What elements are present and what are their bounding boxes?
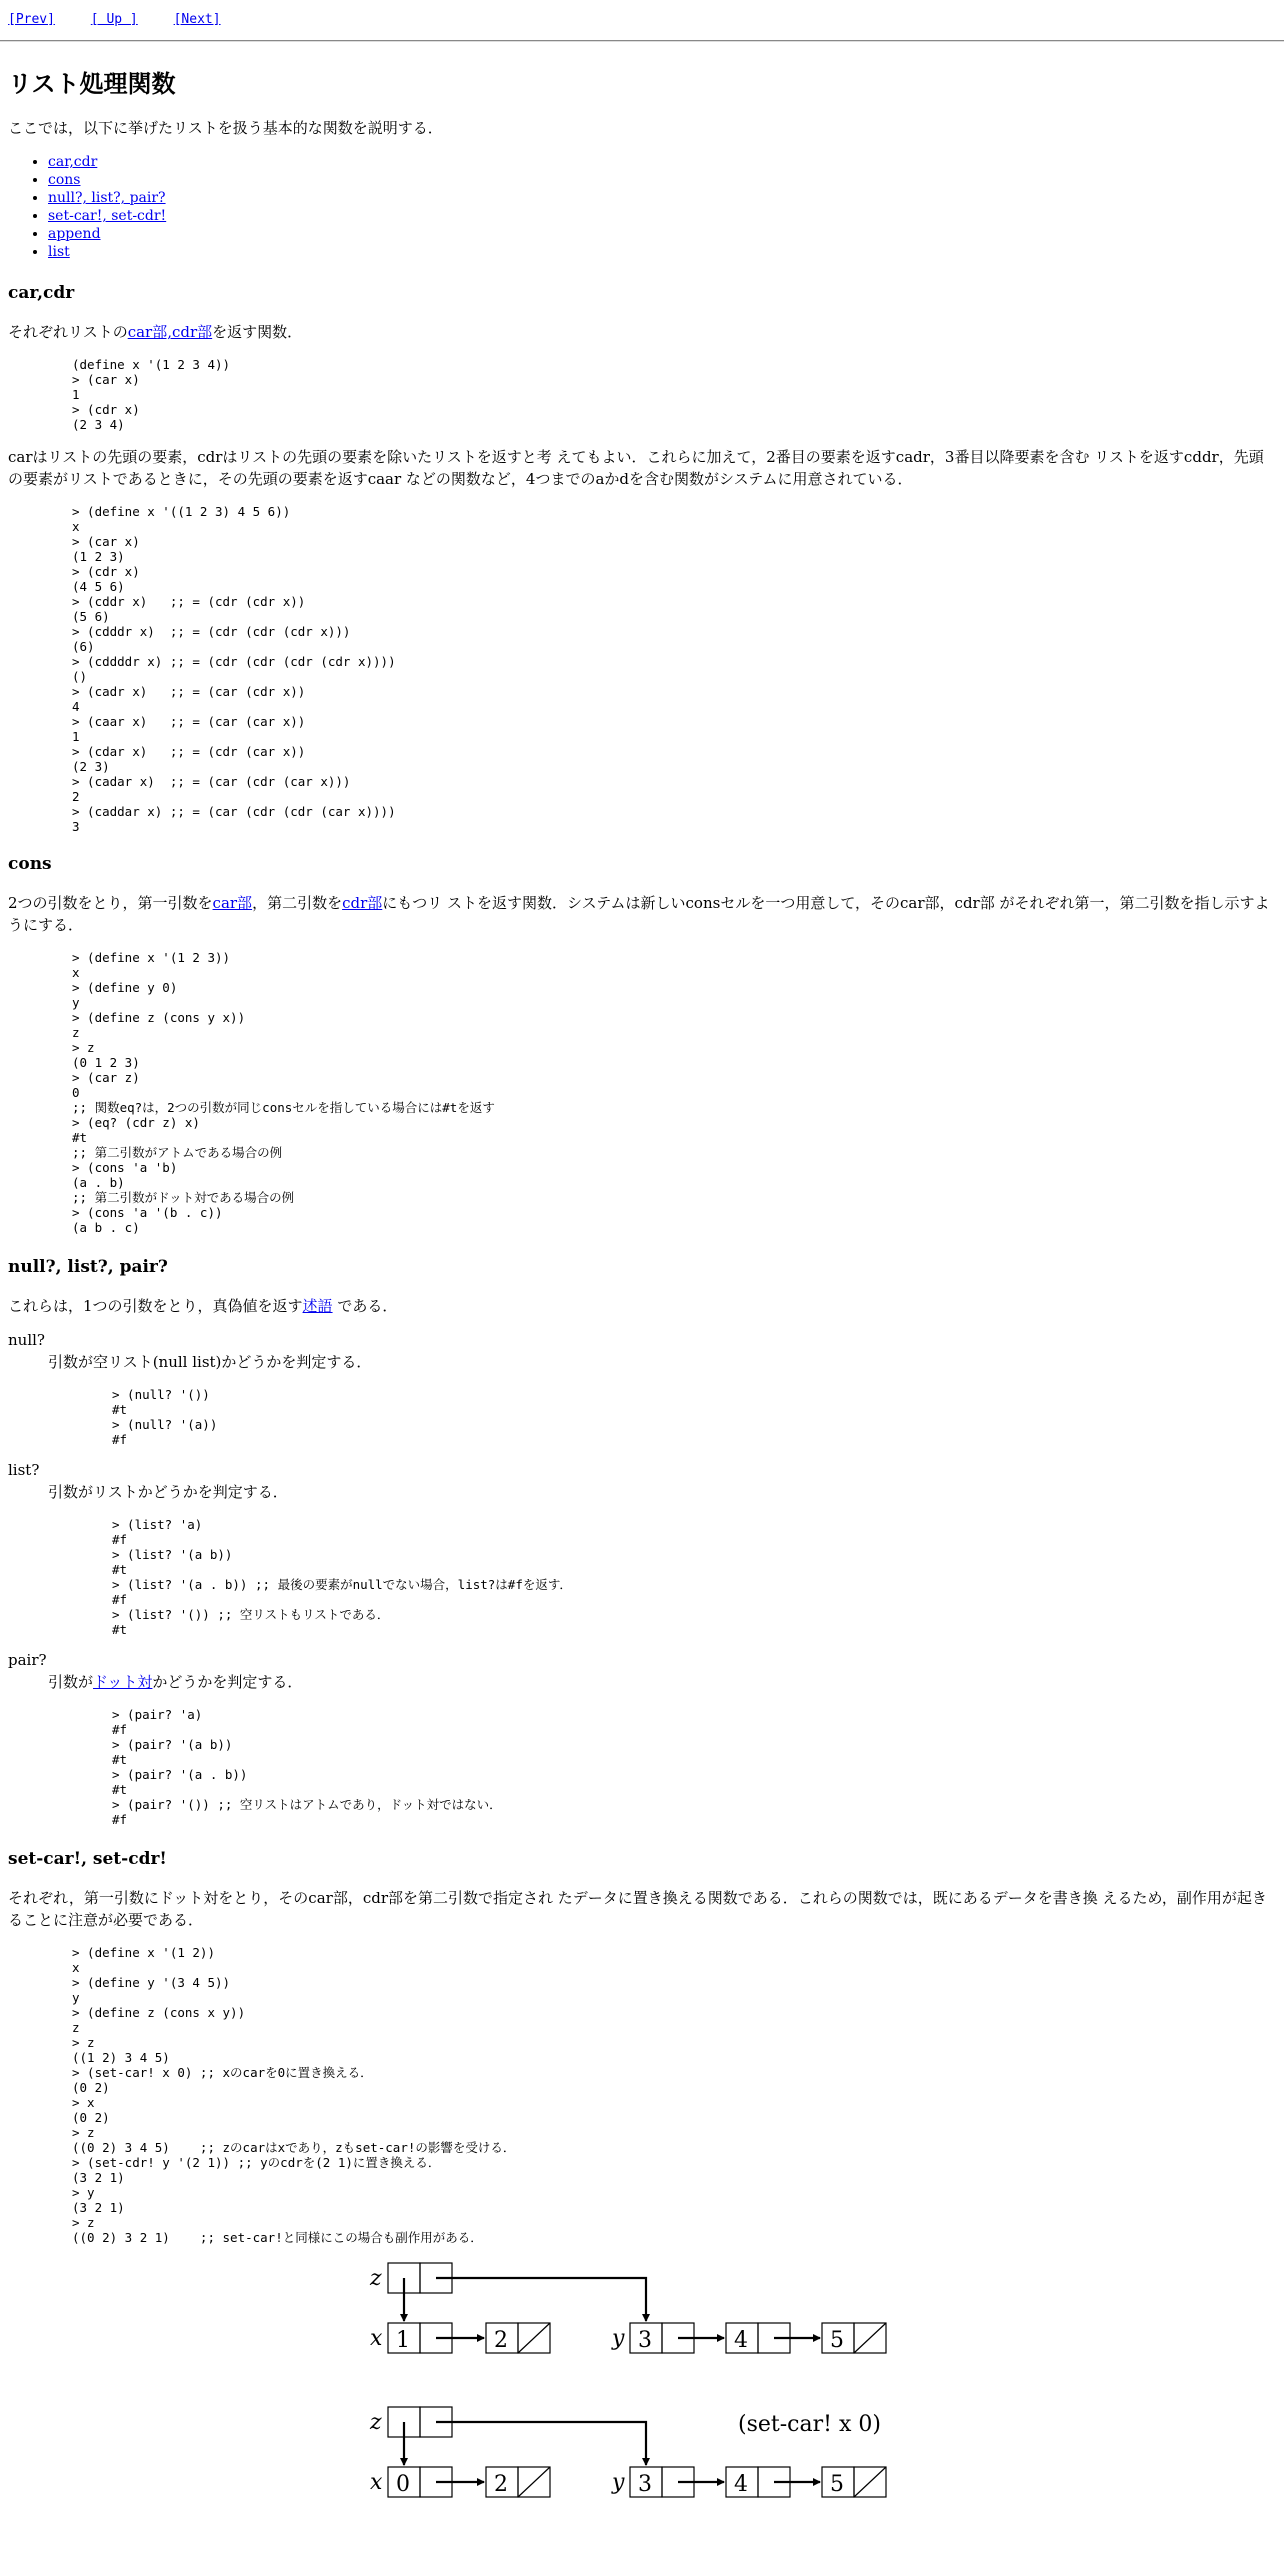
toc-link-append[interactable]: append <box>48 226 101 242</box>
term-null: null? <box>8 1331 45 1349</box>
def-pair <box>48 1671 1276 1827</box>
section-heading-setcar: set-car!, set-cdr! <box>8 1849 167 1869</box>
code-block-cons: > (define x '(1 2 3)) x > (define y 0) y > (define z (cons y x)) z > z (0 1 2 3) > (car z) 0 ;; 関数eq?は，2つの引数が同じconsセルを指している場合には#tを返す > (eq? (cdr z) x) #t ;; 第二引数がアトムである場合の例 > (cons 'a 'b) (a . b) ;; 第二引数がドット対である場合の例 > (cons 'a '(b . c)) (a b . c) <box>72 950 495 1235</box>
cell-value: 3 <box>638 2472 652 2497</box>
toc-item <box>48 153 1276 171</box>
code-block-carcdr-1: (define x '(1 2 3 4)) > (car x) 1 > (cdr x) (2 3 4) <box>72 357 231 432</box>
up-link[interactable]: [ Up ] <box>90 12 138 27</box>
toc-item <box>48 207 1276 225</box>
label-x: x <box>370 2470 383 2495</box>
list-desc: 引数がリストかどうかを判定する． <box>48 1483 288 1501</box>
text-span: 引数が <box>48 1673 94 1691</box>
diagram-before <box>388 2263 886 2353</box>
label-y: y <box>612 2326 625 2351</box>
code-block-list: > (list? 'a) #f > (list? '(a b)) #t > (list? '(a . b)) ;; 最後の要素がnullでない場合，list?は#fを返す． #f > (list? '()) ;; 空リストもリストである． #t <box>112 1517 572 1637</box>
text-span: にもつリ ストを返す関数．システムは新しいconsセルを一つ用意して，そのcar部，cdr部 がそれぞれ第一，第二引数を指し示すようにする． <box>8 894 1270 934</box>
cell-value: 1 <box>396 2328 410 2353</box>
text-span: 2つの引数をとり，第一引数を <box>8 894 213 912</box>
cell-value: 5 <box>830 2472 844 2497</box>
nav-bar <box>8 12 249 27</box>
car-part-link[interactable]: car部 <box>212 894 253 912</box>
carcdr-explanation: carはリストの先頭の要素，cdrはリストの先頭の要素を除いたリストを返すと考 えてもよい．これらに加えて，2番目の要素を返すcadr，3番目以降要素を含む リストを返すcddr，先頭の要素がリストであるときに，その先頭の要素を返すcaar などの関数など，4つまでのaかdを含む関数がシステムに用意されている． <box>8 448 1264 488</box>
intro-text: ここでは，以下に挙げたリストを扱う基本的な関数を説明する． <box>8 119 443 137</box>
def-list <box>48 1481 1276 1637</box>
dotted-pair-link[interactable]: ドット対 <box>93 1673 153 1691</box>
cell-value: 5 <box>830 2328 844 2353</box>
toc-link-carcdr[interactable]: car,cdr <box>48 154 98 170</box>
term-list: list? <box>8 1461 40 1479</box>
car-cdr-part-link[interactable]: car部,cdr部 <box>127 323 213 341</box>
toc-item <box>48 171 1276 189</box>
cell-value: 4 <box>734 2472 748 2497</box>
predicate-list <box>8 1331 1276 1827</box>
diagram-caption: (set-car! x 0) <box>738 2412 881 2437</box>
toc-link-cons[interactable]: cons <box>48 172 81 188</box>
code-block-pair: > (pair? 'a) #f > (pair? '(a b)) #t > (pair? '(a . b)) #t > (pair? '()) ;; 空リストはアトムであり，ドット対ではない． #f <box>112 1707 502 1827</box>
cell-value: 2 <box>494 2472 508 2497</box>
null-desc: 引数が空リスト(null list)かどうかを判定する． <box>48 1353 372 1371</box>
code-block-null: > (null? '()) #t > (null? '(a)) #f <box>112 1387 218 1447</box>
toc-link-setcar[interactable]: set-car!, set-cdr! <box>48 208 167 224</box>
term-pair: pair? <box>8 1651 47 1669</box>
prev-link[interactable]: [Prev] <box>8 12 55 27</box>
predicates-desc <box>8 1295 1276 1317</box>
text-span: それぞれリストの <box>8 323 128 341</box>
section-heading-predicates: null?, list?, pair? <box>8 1257 168 1277</box>
text-span: である． <box>332 1297 398 1315</box>
text-span: かどうかを判定する． <box>152 1673 303 1691</box>
main-content <box>8 60 1276 2529</box>
toc-list <box>8 153 1276 261</box>
label-x: x <box>370 2326 383 2351</box>
cell-value: 4 <box>734 2328 748 2353</box>
label-z: z <box>370 2410 382 2435</box>
def-null <box>48 1351 1276 1447</box>
cell-value: 2 <box>494 2328 508 2353</box>
toc-link-predicates[interactable]: null?, list?, pair? <box>48 190 166 206</box>
top-divider <box>0 40 1284 42</box>
cdr-part-link[interactable]: cdr部 <box>342 894 383 912</box>
page-title: リスト処理関数 <box>8 69 176 98</box>
cell-value: 0 <box>396 2472 410 2497</box>
text-span: これらは，1つの引数をとり，真偽値を返す <box>8 1297 303 1315</box>
toc-link-list[interactable]: list <box>48 244 70 260</box>
setcar-desc: それぞれ，第一引数にドット対をとり，そのcar部，cdr部を第二引数で指定され たデータに置き換える関数である．これらの関数では，既にあるデータを書き換 えるため，副作用が起きることに注意が必要である． <box>8 1889 1267 1929</box>
text-span: ，第二引数を <box>252 894 343 912</box>
toc-item <box>48 189 1276 207</box>
label-z: z <box>370 2266 382 2291</box>
label-y: y <box>612 2470 625 2495</box>
toc-item <box>48 243 1276 261</box>
next-link[interactable]: [Next] <box>173 12 221 27</box>
section-heading-cons: cons <box>8 854 52 874</box>
toc-item <box>48 225 1276 243</box>
code-block-carcdr-2: > (define x '((1 2 3) 4 5 6)) x > (car x) (1 2 3) > (cdr x) (4 5 6) > (cddr x) ;; = (cdr (cdr x)) (5 6) > (cdddr x) ;; = (cdr (cdr (cdr x))) (6) > (cddddr x) ;; = (cdr (cdr (cdr (cdr x)))) () > (cadr x) ;; = (car (cdr x)) 4 > (caar x) ;; = (car (car x)) 1 > (cdar x) ;; = (cdr (car x)) (2 3) > (cadar x) ;; = (car (cdr (car x))) 2 > (caddar x) ;; = (car (cdr (cdr (car x)))) 3 <box>72 504 396 834</box>
predicate-link[interactable]: 述語 <box>302 1297 333 1315</box>
code-block-setcar: > (define x '(1 2)) x > (define y '(3 4 5)) y > (define z (cons x y)) z > z ((1 2) 3 4 5) > (set-car! x 0) ;; xのcarを0に置き換える． (0 2) > x (0 2) > z ((0 2) 3 4 5) ;; zのcarはxであり，zもset-car!の影響を受ける． > (set-cdr! y '(2 1)) ;; yのcdrを(2 1)に置き換える． (3 2 1) > y (3 2 1) > z ((0 2) 3 2 1) ;; set-car!と同様にこの場合も副作用がある． <box>72 1945 516 2245</box>
section-heading-carcdr: car,cdr <box>8 283 75 303</box>
cell-value: 3 <box>638 2328 652 2353</box>
cons-cell-diagram <box>358 2259 958 2529</box>
cons-desc <box>8 892 1276 936</box>
text-span: を返す関数． <box>212 323 303 341</box>
pair-desc <box>48 1671 1276 1693</box>
carcdr-desc <box>8 321 1276 343</box>
